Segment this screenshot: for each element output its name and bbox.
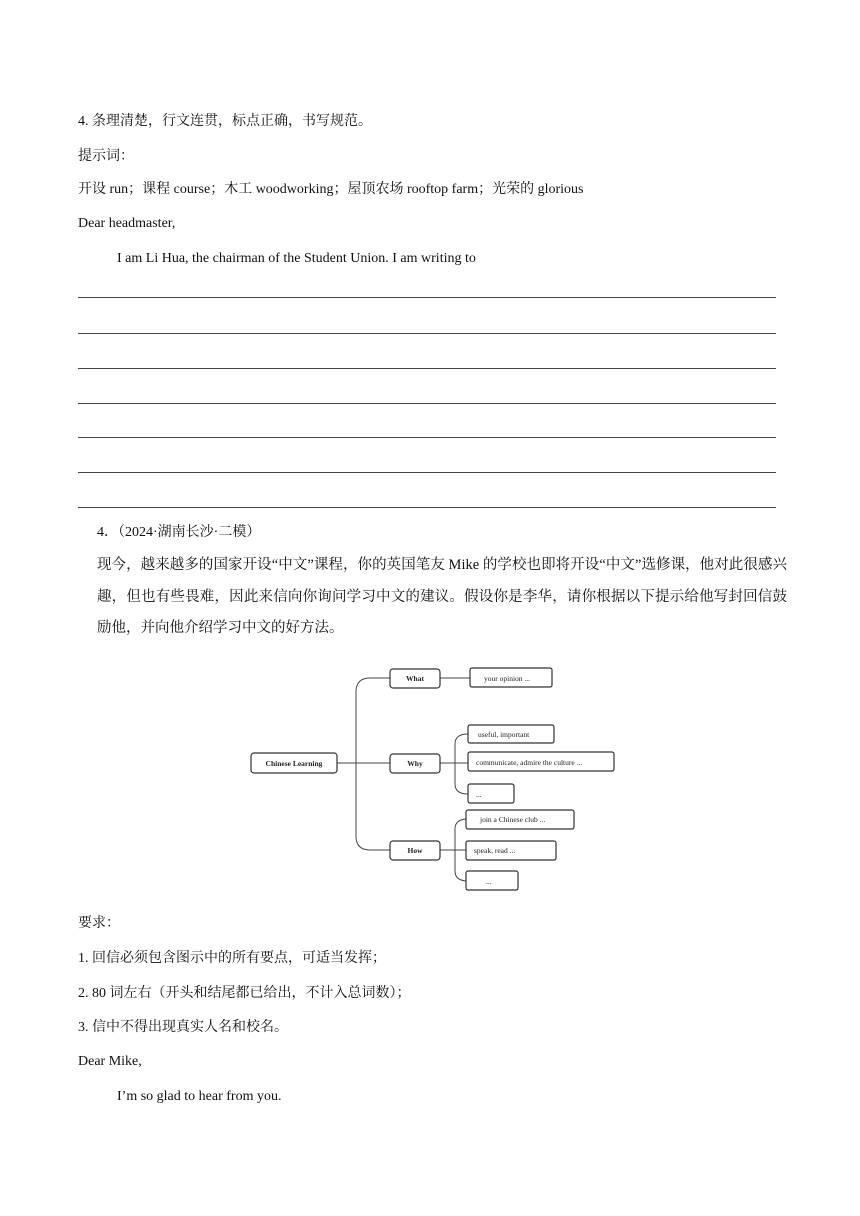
question-prompt: 现今，越来越多的国家开设“中文”课程，你的英国笔友 Mike 的学校也即将开设“中文”选修课，他对此很感兴趣，但也有些畏难，因此来信向你询问学习中文的建议。假设你是李华，请你根据以下提示给他写封回信鼓励他，并向他介绍学习中文的好方法。 <box>97 557 787 636</box>
writing-line[interactable] <box>78 333 776 334</box>
question-number: 4．（2024·湖南长沙·二模） <box>97 525 261 540</box>
hint-label: 提示词： <box>78 149 134 164</box>
what-label: What <box>406 674 424 683</box>
how-item: ... <box>486 877 492 886</box>
letter-opening: I am Li Hua, the chairman of the Student Union. I am writing to <box>117 251 476 266</box>
writing-line[interactable] <box>78 507 776 508</box>
writing-line[interactable] <box>78 403 776 404</box>
salutation-headmaster: Dear headmaster, <box>78 216 176 231</box>
writing-line[interactable] <box>78 472 776 473</box>
how-item: speak, read ... <box>474 846 516 855</box>
writing-line[interactable] <box>78 297 776 298</box>
writing-line[interactable] <box>78 437 776 438</box>
how-label: How <box>407 846 423 855</box>
writing-line[interactable] <box>78 368 776 369</box>
salutation-mike: Dear Mike, <box>78 1054 142 1069</box>
requirement-3: 3. 信中不得出现真实人名和校名。 <box>78 1020 288 1035</box>
center-node-label: Chinese Learning <box>265 759 323 768</box>
hint-words: 开设 run；课程 course；木工 woodworking；屋顶农场 rooftop farm；光荣的 glorious <box>78 182 584 197</box>
requirement-1: 1. 回信必须包含图示中的所有要点，可适当发挥； <box>78 951 386 966</box>
requirement-2: 2. 80 词左右（开头和结尾都已给出，不计入总词数）； <box>78 986 411 1001</box>
what-item: your opinion ... <box>484 674 531 683</box>
why-item: ... <box>476 790 482 799</box>
why-label: Why <box>407 759 423 768</box>
why-item: useful, important <box>478 730 530 739</box>
mind-map <box>250 664 620 894</box>
requirement-4: 4. 条理清楚，行文连贯，标点正确，书写规范。 <box>78 114 372 129</box>
requirements-label: 要求： <box>78 916 120 931</box>
reply-opening: I’m so glad to hear from you. <box>117 1089 282 1104</box>
why-item: communicate, admire the culture ... <box>476 758 583 767</box>
how-item: join a Chinese club ... <box>480 815 546 824</box>
